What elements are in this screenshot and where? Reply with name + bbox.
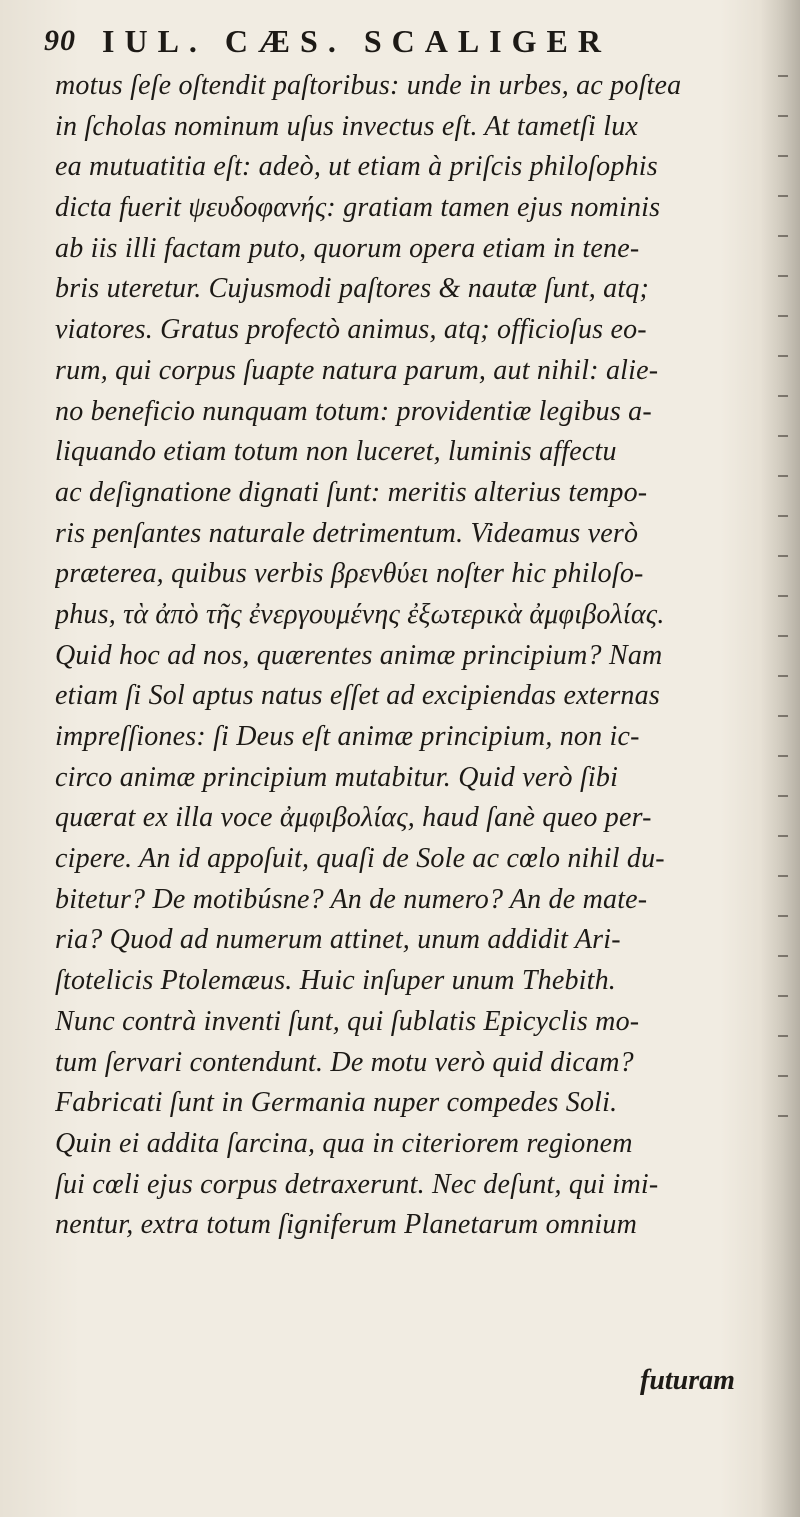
running-head: IUL. CÆS. SCALIGER xyxy=(102,22,611,59)
text-line: Quid hoc ad nos, quærentes animæ principium? Nam xyxy=(55,639,663,671)
text-line: ria? Quod ad numerum attinet, unum addidit Ari- xyxy=(55,924,621,956)
text-line: quærat ex illa voce ἀμφιβολίας, haud ſanè queo per- xyxy=(55,802,652,834)
text-line: Fabricati ſunt in Germania nuper compedes Soli. xyxy=(55,1087,618,1119)
text-line: motus ſeſe oſtendit paſtoribus: unde in urbes, ac poſtea xyxy=(55,70,682,101)
text-line: Quin ei addita ſarcina, qua in citeriorem regionem xyxy=(55,1127,633,1159)
page-header xyxy=(44,18,774,64)
text-line: rum, qui corpus ſuapte natura parum, aut nihil: alie- xyxy=(55,354,659,386)
text-line: ris penſantes naturale detrimentum. Videamus verò xyxy=(55,517,639,549)
text-line: impreſſiones: ſi Deus eſt animæ principium, non ic- xyxy=(55,721,640,752)
text-line: phus, τὰ ἀπὸ τῆς ἐνεργουμένης ἐξωτερικὰ ἀμφιβολίας. xyxy=(55,598,665,630)
text-line: ſui cœli ejus corpus detraxerunt. Nec deſunt, qui imi- xyxy=(55,1168,659,1200)
text-line: cipere. An id appoſuit, quaſi de Sole ac cœlo nihil du- xyxy=(55,843,665,875)
text-line: præterea, quibus verbis βρενθύει noſter hic philoſo- xyxy=(55,558,644,590)
text-line: liquando etiam totum non luceret, luminis affectu xyxy=(55,436,617,468)
text-line: ac deſignatione dignati ſunt: meritis alterius tempo- xyxy=(55,476,648,508)
main-text xyxy=(55,66,760,1246)
text-line: etiam ſi Sol aptus natus eſſet ad excipiendas externas xyxy=(55,680,660,712)
text-line: ſtotelicis Ptolemæus. Huic inſuper unum Thebith. xyxy=(55,965,617,997)
page-number: 90 xyxy=(44,24,76,57)
catchword: futuram xyxy=(640,1365,735,1396)
text-line: Nunc contrà inventi ſunt, qui ſublatis Epicyclis mo- xyxy=(55,1005,640,1037)
text-line: tum ſervari contendunt. De motu verò quid dicam? xyxy=(55,1046,634,1078)
text-line: bitetur? De motibúsne? An de numero? An de mate- xyxy=(55,883,648,915)
text-line: ab iis illi factam puto, quorum opera etiam in tene- xyxy=(55,232,640,264)
text-line: nentur, extra totum ſigniferum Planetarum omnium xyxy=(55,1209,638,1241)
text-line: viatores. Gratus profectò animus, atq; officioſus eo- xyxy=(55,314,647,346)
text-line: no beneficio nunquam totum: providentiæ legibus a- xyxy=(55,395,652,427)
text-line: dicta fuerit ψευδοφανής: gratiam tamen ejus nominis xyxy=(55,192,661,224)
text-line: bris uteretur. Cujusmodi paſtores & nautæ ſunt, atq; xyxy=(55,273,650,305)
page-edge-marks xyxy=(778,66,792,1146)
text-line: in ſcholas nominum uſus invectus eſt. At tametſi lux xyxy=(55,110,639,142)
text-line: ea mutuatitia eſt: adeò, ut etiam à priſcis philoſophis xyxy=(55,151,658,183)
text-line: circo animæ principium mutabitur. Quid verò ſibi xyxy=(55,761,619,793)
